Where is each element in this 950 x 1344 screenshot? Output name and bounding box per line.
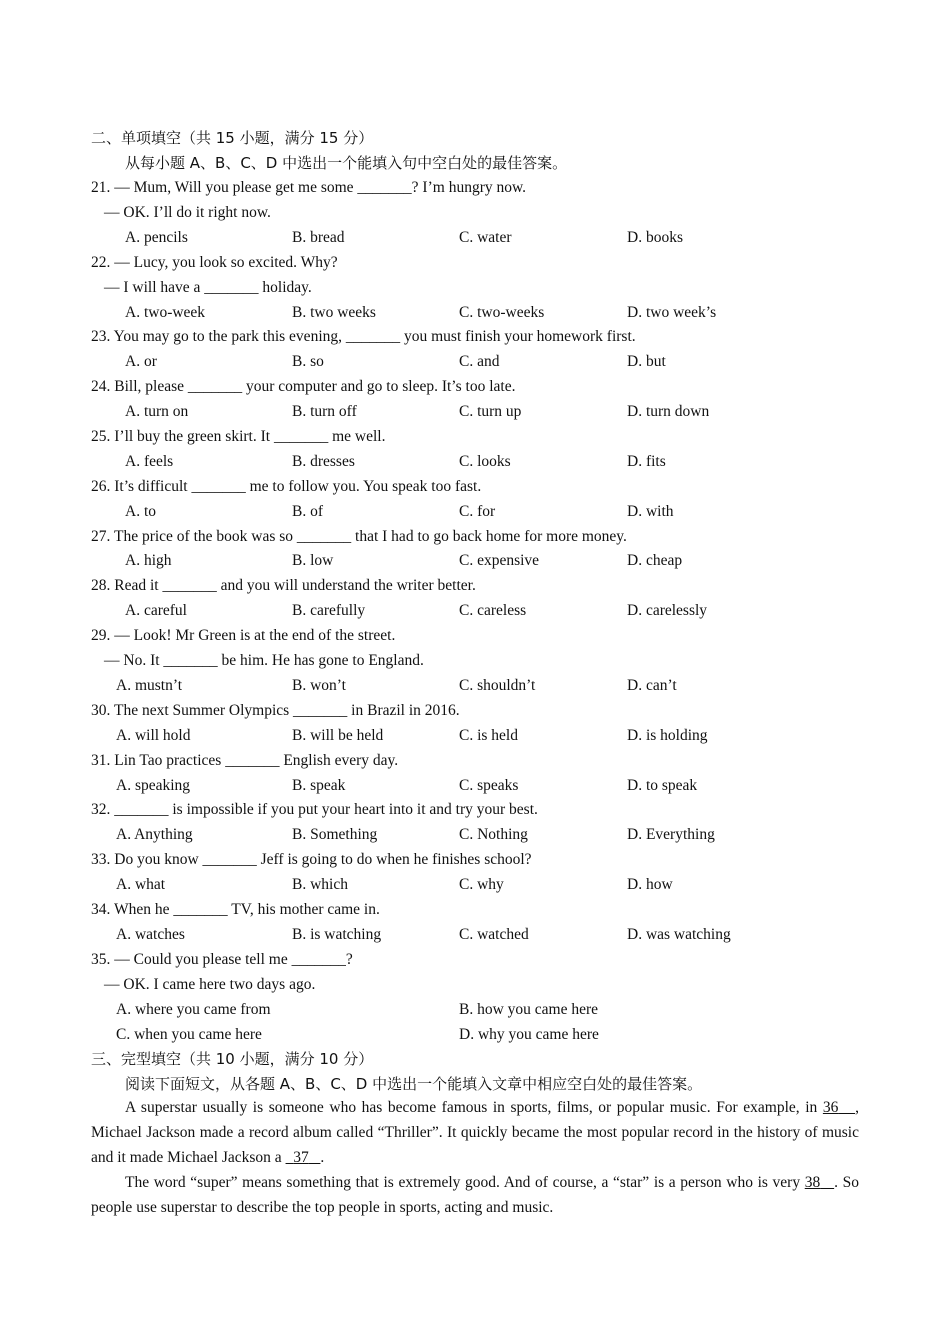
option-a: A. watches [116,926,185,943]
option-c: C. careless [459,602,527,619]
question-stem: 28. Read it _______ and you will understand the writer better. [91,577,476,594]
option-c: C. Nothing [459,826,528,843]
option-d: D. was watching [627,926,731,943]
option-a: A. where you came from [116,1001,271,1018]
option-c: C. when you came here [116,1026,262,1043]
option-d: D. Everything [627,826,715,843]
option-a: A. Anything [116,826,193,843]
option-d: D. how [627,876,673,893]
question-reply: — No. It _______ be him. He has gone to England. [104,652,424,669]
cloze-blank-38: 38 [804,1174,821,1191]
option-a: A. speaking [116,777,191,794]
option-d: D. fits [627,453,666,470]
question-reply: — OK. I’ll do it right now. [104,204,271,221]
option-d: D. with [627,503,674,520]
option-b: B. will be held [292,727,384,744]
question-stem: 26. It’s difficult _______ me to follow you. You speak too fast. [91,478,482,495]
option-a: A. mustn’t [116,677,183,694]
question-stem: 32. _______ is impossible if you put your heart into it and try your best. [91,801,538,818]
question-stem: 22. — Lucy, you look so excited. Why? [91,254,338,271]
option-a: A. two-week [125,304,206,321]
option-b: B. dresses [292,453,355,470]
question-stem: 23. You may go to the park this evening, _______ you must finish your homework first. [91,328,636,345]
option-d: D. two week’s [627,304,717,321]
question-stem: 29. — Look! Mr Green is at the end of the street. [91,627,396,644]
section2-instruction: 从每小题 A、B、C、D 中选出一个能填入句中空白处的最佳答案。 [125,154,568,172]
question-stem: 30. The next Summer Olympics _______ in Brazil in 2016. [91,702,460,719]
option-d: D. can’t [627,677,677,694]
option-b: B. bread [292,229,345,246]
option-c: C. for [459,503,496,520]
option-a: A. feels [125,453,174,470]
option-a: A. or [125,353,157,370]
question-stem: 21. — Mum, Will you please get me some _______? I’m hungry now. [91,179,527,196]
option-b: B. carefully [292,602,366,619]
option-d: D. to speak [627,777,698,794]
option-a: A. will hold [116,727,191,744]
option-a: A. to [125,503,156,520]
question-stem: 24. Bill, please _______ your computer and go to sleep. It’s too late. [91,378,516,395]
option-b: B. so [292,353,324,370]
question-stem: 33. Do you know _______ Jeff is going to do when he finishes school? [91,851,532,868]
option-b: B. low [292,552,334,569]
option-c: C. two-weeks [459,304,545,321]
option-c: C. expensive [459,552,540,569]
option-b: B. which [292,876,348,893]
option-b: B. of [292,503,323,520]
option-b: B. two weeks [292,304,376,321]
cloze-text: , Michael Jackson made a record album called “Thriller”. It quickly became the most popular record in the history of music and it made Michael Jackson a [91,1099,859,1166]
question-reply: — OK. I came here two days ago. [104,976,316,993]
option-b: B. won’t [292,677,346,694]
option-b: B. is watching [292,926,382,943]
option-b: B. how you came here [459,1001,599,1018]
question-stem: 27. The price of the book was so _______ that I had to go back home for more money. [91,528,627,545]
option-d: D. books [627,229,683,246]
option-d: D. is holding [627,727,708,744]
option-d: D. but [627,353,666,370]
question-reply: — I will have a _______ holiday. [104,279,312,296]
question-stem: 35. — Could you please tell me _______? [91,951,353,968]
option-d: D. cheap [627,552,683,569]
question-stem: 34. When he _______ TV, his mother came in. [91,901,380,918]
option-d: D. turn down [627,403,710,420]
option-a: A. careful [125,602,187,619]
option-c: C. speaks [459,777,519,794]
option-b: B. Something [292,826,378,843]
option-c: C. turn up [459,403,522,420]
option-d: D. why you came here [459,1026,599,1043]
section3-instruction: 阅读下面短文，从各题 A、B、C、D 中选出一个能填入文章中相应空白处的最佳答案。 [125,1075,703,1093]
option-c: C. and [459,353,500,370]
cloze-text: A superstar usually is someone who has become famous in sports, films, or popular music. For example, in [125,1099,818,1116]
option-a: A. turn on [125,403,189,420]
cloze-blank-36: 36 [822,1099,839,1116]
question-stem: 25. I’ll buy the green skirt. It _______ me well. [91,428,386,445]
option-c: C. water [459,229,512,246]
section2-heading: 二、单项填空（共 15 小题，满分 15 分） [91,129,374,147]
cloze-text: . [320,1149,325,1166]
option-d: D. carelessly [627,602,708,619]
question-stem: 31. Lin Tao practices _______ English every day. [91,752,399,769]
option-c: C. is held [459,727,518,744]
option-c: C. watched [459,926,529,943]
option-c: C. looks [459,453,511,470]
option-a: A. what [116,876,166,893]
cloze-text: The word “super” means something that is extremely good. And of course, a “star” is a person who is very [125,1174,801,1191]
option-a: A. pencils [125,229,188,246]
option-c: C. shouldn’t [459,677,536,694]
cloze-paragraph-2 [91,1170,859,1220]
cloze-text: . So people use superstar to describe the top people in sports, acting and music. [91,1174,860,1216]
option-c: C. why [459,876,504,893]
option-b: B. turn off [292,403,357,420]
cloze-paragraph-1 [91,1095,859,1170]
cloze-blank-37: 37 [293,1149,309,1166]
option-a: A. high [125,552,172,569]
option-b: B. speak [292,777,346,794]
section3-heading: 三、完型填空（共 10 小题，满分 10 分） [91,1050,374,1068]
